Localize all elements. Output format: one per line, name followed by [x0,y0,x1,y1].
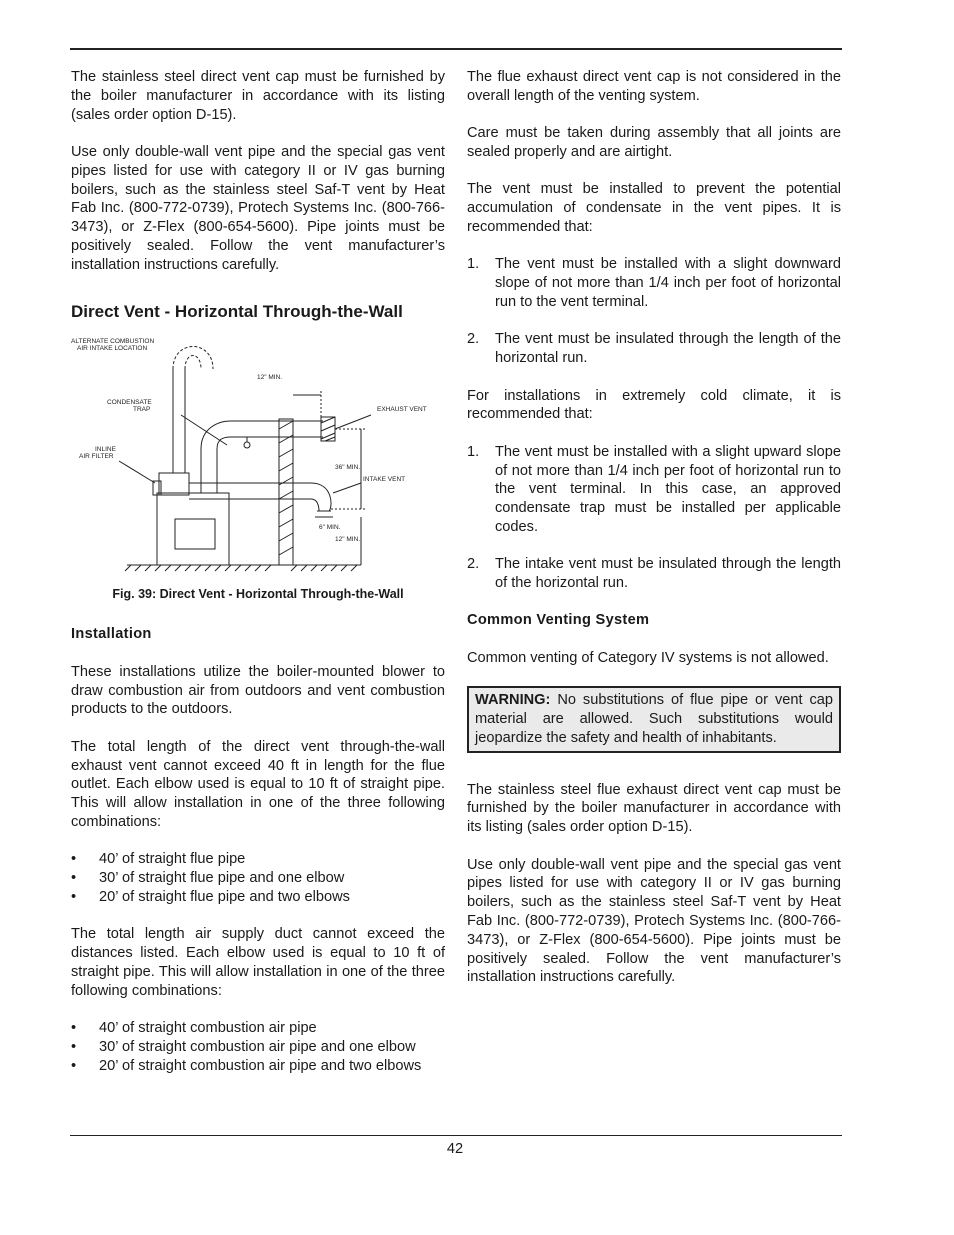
cold-climate-list [467,443,841,593]
list-item: • 40’ of straight flue pipe [71,850,445,869]
leader-filter [119,461,155,483]
svg-text:TRAP: TRAP [133,405,151,413]
paragraph: Care must be taken during assembly that all joints are sealed properly and are airtight. [467,125,841,160]
label-inline-filter: INLINE [95,445,116,453]
label-dim-6: 6" MIN. [319,523,341,531]
paragraph: The stainless steel flue exhaust direct vent cap must be furnished by the boiler manufacturer in accordance with its listing (sales order option D-15). [467,781,841,836]
label-dim-12-top: 12" MIN. [257,373,283,381]
list-item: • 30’ of straight combustion air pipe and one elbow [71,1038,445,1057]
floor-hatch [125,565,357,571]
subheading-common-venting: Common Venting System [467,612,650,629]
paragraph: Use only double-wall vent pipe and the special gas vent pipes listed for use with category II or IV gas burning boilers, such as the stainless steel Saf-T vent by Heat Fab Inc. (800-772-0739), Protech Systems Inc. (800-766-3473), or Z-Flex (800-654-5600). Pipe joints must be positively sealed. Follow the vent manufacturer’s installation instructions carefully. [71,143,445,273]
section-heading: Direct Vent - Horizontal Through-the-Wall [71,301,403,321]
label-intake-vent: INTAKE VENT [363,475,406,483]
subheading-installation: Installation [71,626,152,643]
paragraph: For installations in extremely cold climate, it is recommended that: [467,387,841,423]
downward-slope-list [467,255,841,368]
paragraph: The flue exhaust direct vent cap is not considered in the overall length of the venting system. [467,69,841,104]
paragraph: Common venting of Category IV systems is not allowed. [467,649,829,666]
left-column [71,68,445,1094]
warning-box [467,686,841,752]
leader-condensate [181,415,227,445]
condensate-trap [244,442,250,448]
leader-exhaust [335,415,371,429]
vent-diagram [71,333,445,583]
paragraph: The total length air supply duct cannot exceed the distances listed. Each elbow used is equal to 10 ft of straight pipe. This will allow installation in one of the three following combinations: [71,926,445,999]
flue-combinations-list [71,850,445,906]
header-rule [70,48,842,50]
list-item: • 40’ of straight combustion air pipe [71,1019,445,1038]
alt-intake-elbow [173,346,213,369]
warning-label: WARNING: [475,692,551,709]
svg-text:AIR INTAKE LOCATION: AIR INTAKE LOCATION [77,344,148,352]
right-column [467,68,841,1006]
label-condensate: CONDENSATE [107,398,152,406]
paragraph: The stainless steel direct vent cap must be furnished by the boiler manufacturer in accordance with its listing (sales order option D-15). [71,69,445,123]
list-item: 2. The vent must be insulated through the length of the horizontal run. [467,331,841,367]
vent-diagram-svg [71,333,445,583]
paragraph: These installations utilize the boiler-mounted blower to draw combustion air from outdoors and vent combustion products to the outdoors. [71,663,445,718]
paragraph: The total length of the direct vent through-the-wall exhaust vent cannot exceed 40 ft in length for the flue outlet. Each elbow used is equal to 10 ft of straight pipe. This will allow installation in one of the three following combinations: [71,738,445,830]
wall-hatch [279,421,293,555]
leader-intake [333,483,361,493]
figure-caption: Fig. 39: Direct Vent - Horizontal Through-the-Wall [112,586,404,601]
air-combinations-list [71,1019,445,1075]
label-dim-36: 36" MIN. [335,463,361,471]
list-item: 1. The vent must be installed with a slight upward slope of not more than 1/4 inch per foot of horizontal run to the vent terminal. In this case, an approved condensate trap must be installed per applicable codes. [467,443,841,535]
paragraph: The vent must be installed to prevent the potential accumulation of condensate in the vent pipes. It is recommended that: [467,181,841,235]
list-item: • 30’ of straight flue pipe and one elbow [71,869,445,888]
list-item: • 20’ of straight combustion air pipe and two elbows [71,1057,445,1076]
intake-elbow [311,483,331,511]
inline-air-filter [159,473,189,495]
page-number: 42 [446,1141,464,1157]
list-item: 1. The vent must be installed with a slight downward slope of not more than 1/4 inch per foot of horizontal run to the vent terminal. [467,256,841,310]
paragraph: Use only double-wall vent pipe and the special gas vent pipes listed for use with category II or IV gas burning boilers, such as the stainless steel Saf-T vent by Heat Fab Inc. (800-772-0739), Protech Systems Inc. (800-766-3473), or Z-Flex (800-654-5600). Pipe joints must be positively sealed. Follow the vent manufacturer’s installation instructions carefully. [467,856,841,986]
boiler-panel [175,519,215,549]
boiler-cabinet [157,493,229,565]
label-alt-intake: ALTERNATE COMBUSTION [71,337,155,345]
list-item: 2. The intake vent must be insulated through the length of the horizontal run. [467,556,841,592]
label-exhaust-vent: EXHAUST VENT [377,405,427,413]
label-dim-12-bottom: 12" MIN. [335,535,361,543]
list-item: • 20’ of straight flue pipe and two elbows [71,888,445,907]
svg-text:AIR FILTER: AIR FILTER [79,452,114,460]
warning-text: No substitutions of flue pipe or vent cap material are allowed. Such substitutions would jeopardize the safety and health of inhabitants. [475,692,833,746]
footer-rule [70,1135,842,1136]
